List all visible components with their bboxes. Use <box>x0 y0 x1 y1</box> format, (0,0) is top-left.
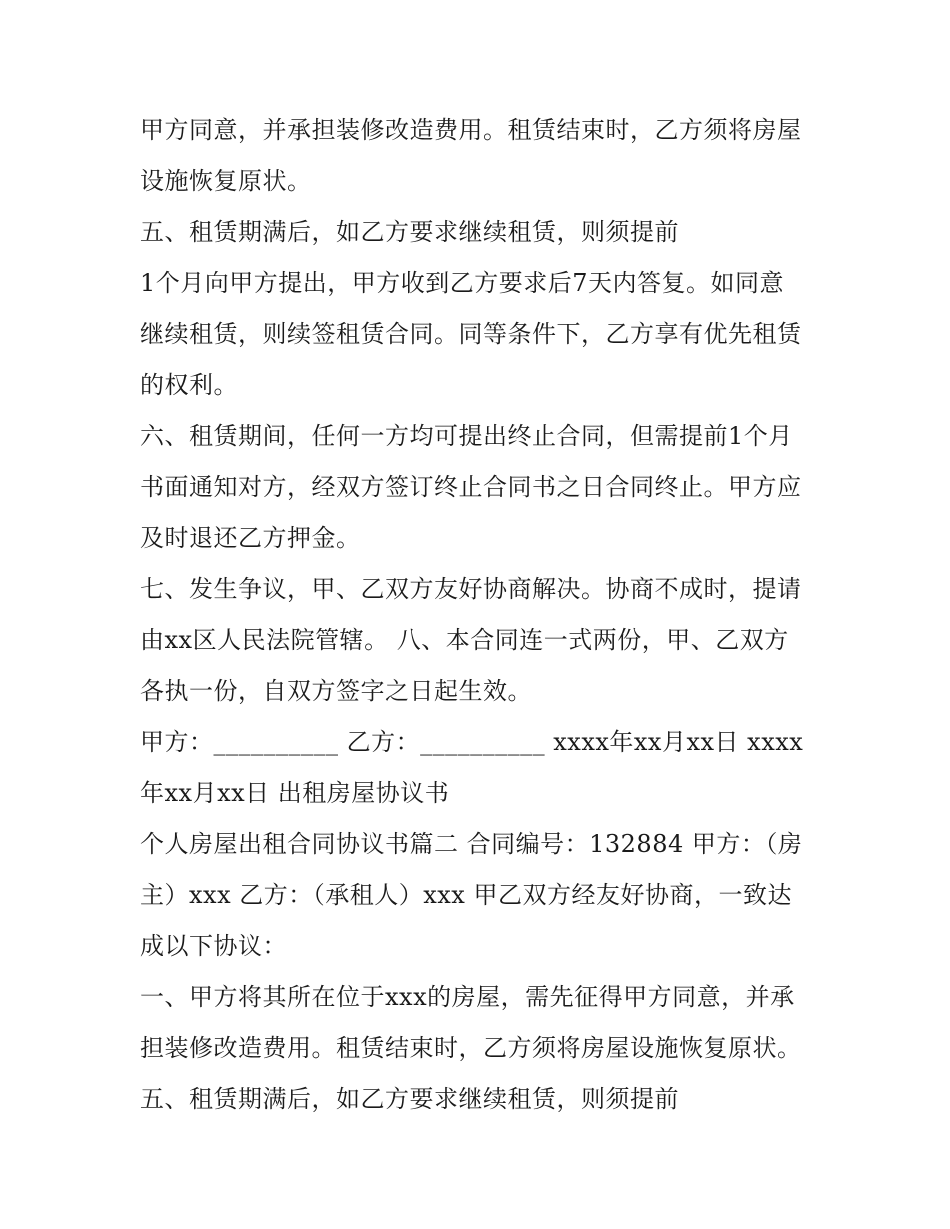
text-line: 担装修改造费用。租赁结束时，乙方须将房屋设施恢复原状。 <box>140 1034 802 1062</box>
text-line: 主）xxx 乙方：（承租人）xxx 甲乙双方经友好协商，一致达 <box>140 881 792 909</box>
text-line: 年xx月xx日 出租房屋协议书 <box>140 779 450 807</box>
text-line: 五、租赁期满后，如乙方要求继续租赁，则须提前 <box>140 218 679 246</box>
text-line: 六、租赁期间，任何一方均可提出终止合同，但需提前1个月 <box>140 422 793 450</box>
text-line: 一、甲方将其所在位于xxx的房屋，需先征得甲方同意，并承 <box>140 983 795 1011</box>
text-line: 各执一份，自双方签字之日起生效。 <box>140 677 532 705</box>
text-line: 的权利。 <box>140 371 238 399</box>
text-line: 五、租赁期满后，如乙方要求继续租赁，则须提前 <box>140 1085 679 1113</box>
text-line: 1个月向甲方提出，甲方收到乙方要求后7天内答复。如同意 <box>140 269 785 297</box>
text-line: 设施恢复原状。 <box>140 167 312 195</box>
text-line: 甲方同意，并承担装修改造费用。租赁结束时，乙方须将房屋 <box>140 116 802 144</box>
text-line: 七、发生争议，甲、乙双方友好协商解决。协商不成时，提请 <box>140 575 802 603</box>
text-line: 及时退还乙方押金。 <box>140 524 361 552</box>
document-body <box>140 105 820 1125</box>
text-line: 由xx区人民法院管辖。 八、本合同连一式两份，甲、乙双方 <box>140 626 789 654</box>
signature-line: 甲方：__________ 乙方：__________ xxxx年xx月xx日 xxxx <box>140 728 804 756</box>
text-line: 继续租赁，则续签租赁合同。同等条件下，乙方享有优先租赁 <box>140 320 802 348</box>
text-line: 个人房屋出租合同协议书篇二 合同编号：132884 甲方：（房 <box>140 830 803 858</box>
text-line: 成以下协议： <box>140 932 287 960</box>
text-line: 书面通知对方，经双方签订终止合同书之日合同终止。甲方应 <box>140 473 802 501</box>
